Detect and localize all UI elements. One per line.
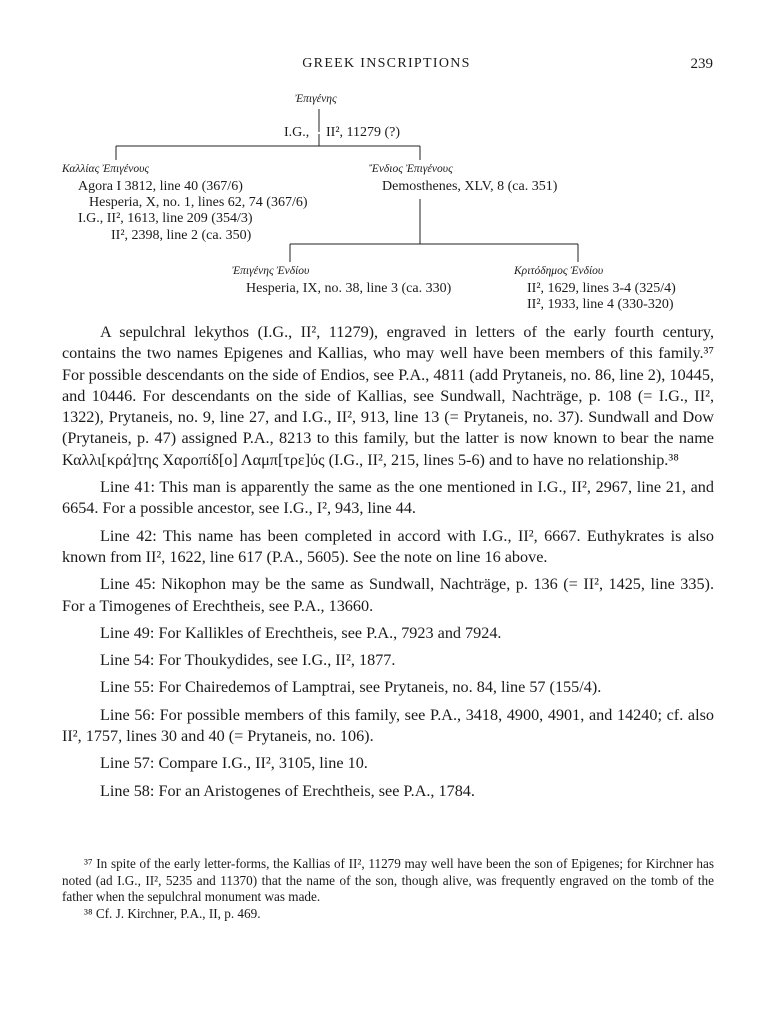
kallias-ref: Hesperia, X, no. 1, lines 62, 74 (367/6) (89, 195, 308, 210)
root-name: Ἐπιγένης (295, 93, 337, 105)
kritodemos-ref: II², 1933, line 4 (330-320) (527, 297, 674, 312)
root-ref-a: I.G., (284, 125, 310, 140)
kritodemos-name: Κριτόδημος Ἐνδίου (514, 265, 604, 277)
epigenes2-ref: Hesperia, IX, no. 38, line 3 (ca. 330) (246, 281, 452, 296)
line-note: Line 55: For Chairedemos of Lamptrai, see Prytaneis, no. 84, line 57 (155/4). (100, 678, 602, 697)
epigenes2-name: Ἐπιγένης Ἐνδίου (232, 265, 310, 277)
line-note: Line 58: For an Aristogenes of Erechtheis, see P.A., 1784. (100, 781, 475, 800)
footnote: ³⁸ Cf. J. Kirchner, P.A., II, p. 469. (84, 905, 261, 921)
line-note: Line 41: This man is apparently the same as the one mentioned in I.G., II², 2967, line 21, and 6654. For a possible ancestor, see I.G., I², 943, line 44. (62, 478, 714, 518)
root-ref-b: II², 11279 (?) (326, 125, 401, 140)
line-note: Line 45: Nikophon may be the same as Sundwall, Nachträge, p. 136 (= II², 1425, line 335). For a Timogenes of Erechtheis, see P.A., 13660. (62, 575, 714, 615)
line-note: Line 49: For Kallikles of Erechtheis, see P.A., 7923 and 7924. (100, 623, 502, 642)
kallias-ref: I.G., II², 1613, line 209 (354/3) (78, 211, 253, 226)
stemma-lines (0, 0, 773, 320)
line-note: Line 57: Compare I.G., II², 3105, line 10. (100, 754, 368, 773)
running-head-title: GREEK INSCRIPTIONS (302, 56, 471, 71)
page-number: 239 (690, 56, 713, 72)
line-note: Line 42: This name has been completed in accord with I.G., II², 6667. Euthykrates is also known from II², 1622, line 617 (P.A., 5605). See the note on line 16 above. (62, 526, 714, 566)
endios-ref: Demosthenes, XLV, 8 (ca. 351) (382, 179, 558, 194)
footnotes (62, 856, 714, 922)
kallias-ref: Agora I 3812, line 40 (367/6) (78, 179, 243, 194)
kallias-name: Καλλίας Ἐπιγένους (62, 163, 150, 175)
endios-name: Ἔνδιος Ἐπιγένους (369, 163, 453, 175)
line-note: Line 54: For Thoukydides, see I.G., II², 1877. (100, 651, 396, 670)
line-note: Line 56: For possible members of this family, see P.A., 3418, 4900, 4901, and 14240; cf. also II², 1757, lines 30 and 40 (= Prytaneis, no. 106). (62, 705, 714, 746)
kritodemos-ref: II², 1629, lines 3-4 (325/4) (527, 281, 676, 296)
footnote: ³⁷ In spite of the early letter-forms, the Kallias of II², 11279 may well have been the son of Epigenes; for Kirchner has noted (ad I.G., II², 5235 and 11370) that the name of the son, though alive, was frequently engraved on the tomb of the father when the sepulchral monument was made. (62, 856, 714, 905)
kallias-ref: II², 2398, line 2 (ca. 350) (111, 228, 252, 243)
commentary-body (62, 322, 714, 808)
paragraph: A sepulchral lekythos (I.G., II², 11279), engraved in letters of the early fourth century, contains the two names Epigenes and Kallias, who may well have been members of this family.³⁷ For possible descendants on the side of Endios, see P.A., 4811 (add Prytaneis, no. 86, line 2), 10445, and 10446. For descendants on the side of Kallias, see Sundwall, Nachträge, p. 108 (= I.G., II², 1322), Prytaneis, no. 9, line 27, and I.G., II², 913, line 13 (= Prytaneis, no. 37). Sundwall and Dow (Prytaneis, p. 47) assigned P.A., 8213 to this family, but the latter is now known to bear the name Καλλι[κρά]της Χαροπίδ[ο] Λαμπ[τρε]ύς (I.G., II², 215, lines 5-6) and to have no relationship.³⁸ (62, 323, 714, 469)
